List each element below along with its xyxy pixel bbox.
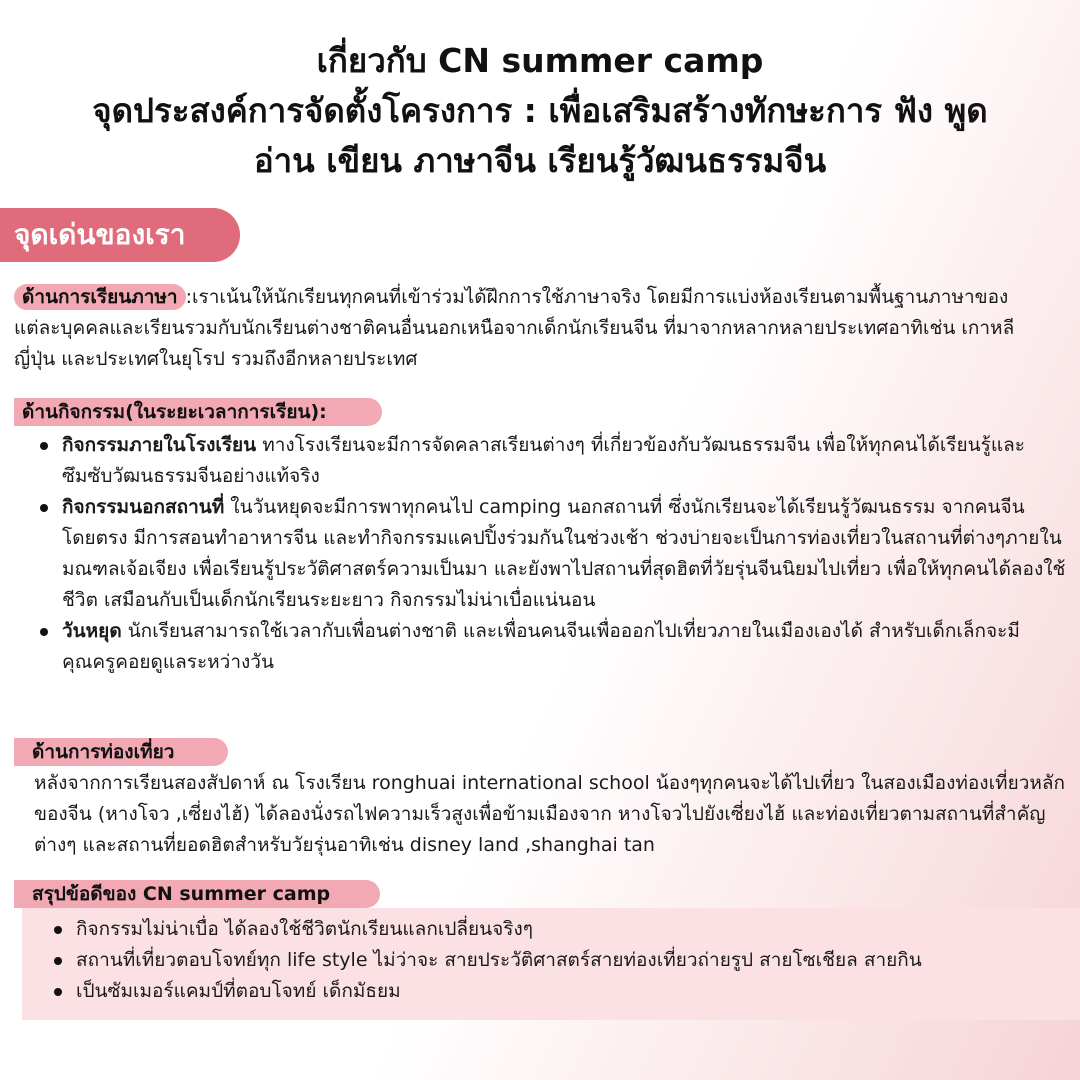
language-text: :เราเน้นให้นักเรียนทุกคนที่เข้าร่วมได้ฝึกการใช้ภาษาจริง โดยมีการแบ่งห้องเรียนตามพื้นฐานภาษาของแต่ละบุคคลและเรียนรวมกับนักเรียนต่างชาติคนอื่นนอกเหนือจากเด็กนักเรียนจีน ที่มาจากหลากหลายประเทศอาทิเช่น เกาหลี ญี่ปุ่น และประเทศในยุโรป รวมถึงอีกหลายประเทศ	[14, 286, 1015, 370]
bullet-icon	[54, 926, 62, 934]
title-line-1: เกี่ยวกับ CN summer camp	[316, 41, 764, 80]
activity-title: กิจกรรมนอกสถานที่	[62, 496, 225, 518]
list-item	[50, 976, 1070, 1007]
list-item	[50, 945, 1070, 976]
activity-text: นักเรียนสามารถใช้เวลากับเพื่อนต่างชาติ และเพื่อนคนจีนเพื่อออกไปเที่ยวภายในเมืองเองได้ สำหรับเด็กเล็กจะมีคุณครูคอยดูแลระหว่างวัน	[62, 620, 1020, 673]
language-section	[14, 282, 1054, 375]
bullet-icon	[40, 504, 48, 512]
activity-text: ทางโรงเรียนจะมีการจัดคลาสเรียนต่างๆ ที่เกี่ยวข้องกับวัฒนธรรมจีน เพื่อให้ทุกคนได้เรียนรู้และซึมซับวัฒนธรรมจีนอย่างแท้จริง	[62, 434, 1025, 487]
activities-tag-colon: :	[319, 401, 327, 423]
bullet-icon	[40, 628, 48, 636]
list-item	[36, 492, 1066, 616]
list-item	[36, 616, 1066, 678]
summary-tag: สรุปข้อดีของ CN summer camp	[14, 880, 380, 908]
language-tag: ด้านการเรียนภาษา	[14, 284, 186, 310]
travel-tag: ด้านการท่องเที่ยว	[14, 738, 228, 766]
travel-text: หลังจากการเรียนสองสัปดาห์ ณ โรงเรียน ronghuai international school น้องๆทุกคนจะได้ไปเที่ยว ในสองเมืองท่องเที่ยวหลักของจีน (หางโจว ,เซี่ยงไฮ้) ได้ลองนั่งรถไฟความเร็วสูงเพื่อข้ามเมืองจาก หางโจวไปยังเซี่ยงไฮ้ และท่องเที่ยวตามสถานที่สำคัญต่างๆ และสถานที่ยอดฮิตสำหรับวัยรุ่นอาทิเช่น disney land ,shanghai tan	[34, 772, 1066, 856]
summary-item: สถานที่เที่ยวตอบโจทย์ทุก life style ไม่ว่าจะ สายประวัติศาสตร์สายท่องเที่ยวถ่ายรูป สายโซเชียล สายกิน	[76, 949, 922, 971]
summary-item: กิจกรรมไม่น่าเบื่อ ได้ลองใช้ชีวิตนักเรียนแลกเปลี่ยนจริงๆ	[76, 918, 533, 940]
activity-title: กิจกรรมภายในโรงเรียน	[62, 434, 257, 456]
summary-box	[22, 908, 1080, 1020]
activity-title: วันหยุด	[62, 620, 122, 642]
bullet-icon	[40, 442, 48, 450]
list-item	[50, 914, 1070, 945]
bullet-icon	[54, 988, 62, 996]
title-line-2: จุดประสงค์การจัดตั้งโครงการ : เพื่อเสริมสร้างทักษะการ ฟัง พูด	[92, 91, 988, 130]
activities-list	[36, 430, 1066, 678]
bullet-icon	[54, 957, 62, 965]
summary-item: เป็นซัมเมอร์แคมป์ที่ตอบโจทย์ เด็กมัธยม	[76, 980, 401, 1002]
activity-text: ในวันหยุดจะมีการพาทุกคนไป camping นอกสถานที่ ซึ่งนักเรียนจะได้เรียนรู้วัฒนธรรม จากคนจีนโดยตรง มีการสอนทำอาหารจีน และทำกิจกรรมแคปปิ้งร่วมกันในช่วงเช้า ช่วงบ่ายจะเป็นการท่องเที่ยวในสถานที่ต่างๆภายในมณฑลเจ้อเจียง เพื่อเรียนรู้ประวัติศาสตร์ความเป็นมา และยังพาไปสถานที่สุดฮิตที่วัยรุ่นจีนนิยมไปเที่ยว เพื่อให้ทุกคนได้ลองใช้ชีวิต เสมือนกับเป็นเด็กนักเรียนระยะยาว กิจกรรมไม่น่าเบื่อแน่นอน	[62, 496, 1066, 611]
list-item	[36, 430, 1066, 492]
highlights-banner: จุดเด่นของเรา	[0, 208, 240, 262]
activities-tag	[14, 398, 382, 426]
page-title	[0, 36, 1080, 186]
activities-tag-label: ด้านกิจกรรม(ในระยะเวลาการเรียน)	[22, 401, 320, 423]
summary-list	[50, 914, 1070, 1007]
title-line-3: อ่าน เขียน ภาษาจีน เรียนรู้วัฒนธรรมจีน	[253, 141, 827, 180]
